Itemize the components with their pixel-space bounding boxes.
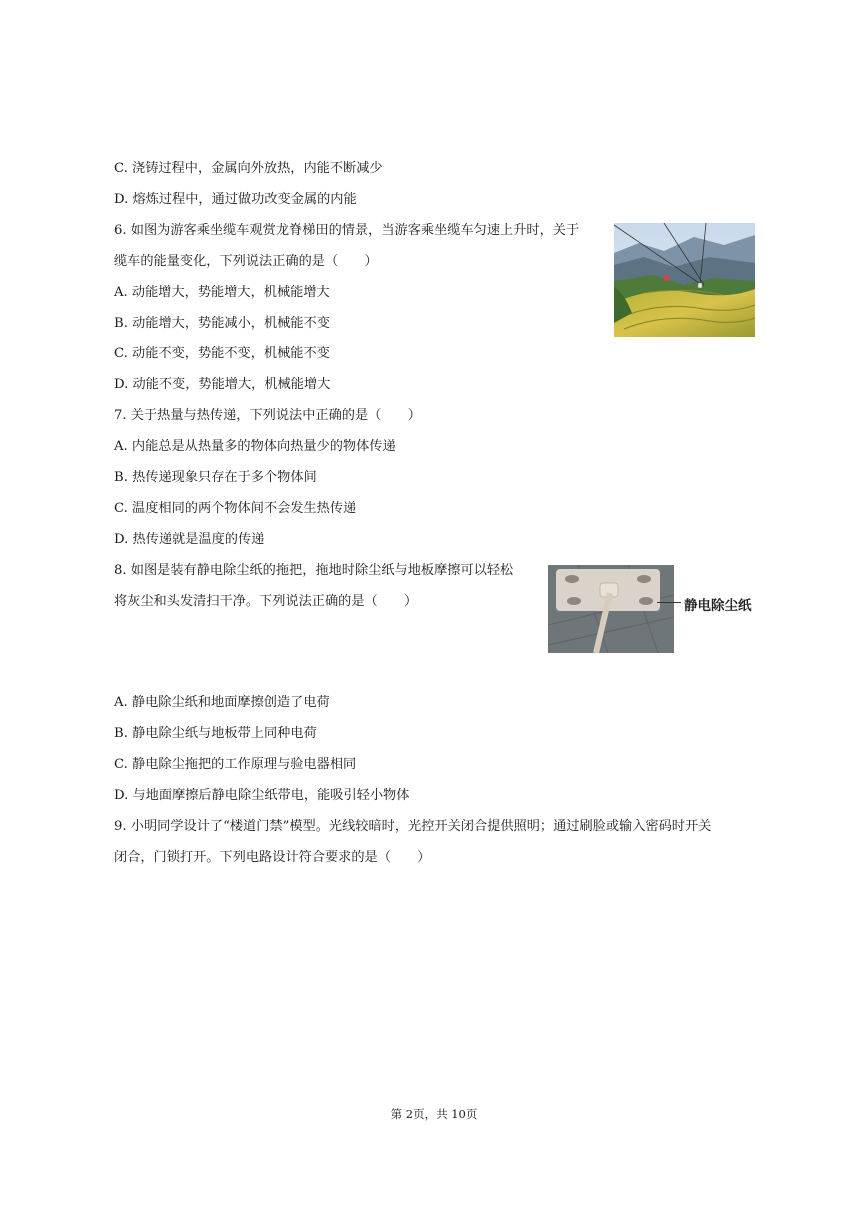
option-8d: D. 与地面摩擦后静电除尘纸带电，能吸引轻小物体 [114,788,410,803]
question-9-line-1: 9. 小明同学设计了“楼道门禁”模型。光线较暗时，光控开关闭合提供照明；通过刷脸或输入密码时开关 [114,819,712,834]
question-8-line-2: 将灰尘和头发清扫干净。下列说法正确的是（ ） [114,594,418,609]
option-8a: A. 静电除尘纸和地面摩擦创造了电荷 [114,695,330,710]
option-7d: D. 热传递就是温度的传递 [114,532,265,547]
option-5d: D. 熔炼过程中，通过做功改变金属的内能 [114,192,357,207]
option-7c: C. 温度相同的两个物体间不会发生热传递 [114,501,357,516]
question-6-line-1: 6. 如图为游客乘坐缆车观赏龙脊梯田的情景，当游客乘坐缆车匀速上升时，关于 [114,223,580,238]
caption-pointer-line [657,602,681,603]
option-8c: C. 静电除尘拖把的工作原理与验电器相同 [114,757,357,772]
question-6-line-2: 缆车的能量变化，下列说法正确的是（ ） [114,254,378,269]
option-6c: C. 动能不变，势能不变，机械能不变 [114,346,330,361]
mop-photo [548,565,674,653]
question-7: 7. 关于热量与热传递，下列说法中正确的是（ ） [114,408,421,423]
option-6a: A. 动能增大，势能增大，机械能增大 [114,285,330,300]
option-5c: C. 浇铸过程中，金属向外放热，内能不断减少 [114,161,383,176]
option-8b: B. 静电除尘纸与地板带上同种电荷 [114,726,317,741]
question-9-line-2: 闭合，门锁打开。下列电路设计符合要求的是（ ） [114,850,431,865]
question-8-line-1: 8. 如图是装有静电除尘纸的拖把，拖地时除尘纸与地板摩擦可以轻松 [114,563,514,578]
option-6b: B. 动能增大，势能减小，机械能不变 [114,316,330,331]
cable-car-photo [614,223,755,337]
option-6d: D. 动能不变，势能增大，机械能增大 [114,377,331,392]
option-7b: B. 热传递现象只存在于多个物体间 [114,470,317,485]
page-footer: 第 2页，共 10页 [390,1107,478,1121]
dust-paper-caption: 静电除尘纸 [684,598,752,614]
option-7a: A. 内能总是从热量多的物体向热量少的物体传递 [114,439,396,454]
